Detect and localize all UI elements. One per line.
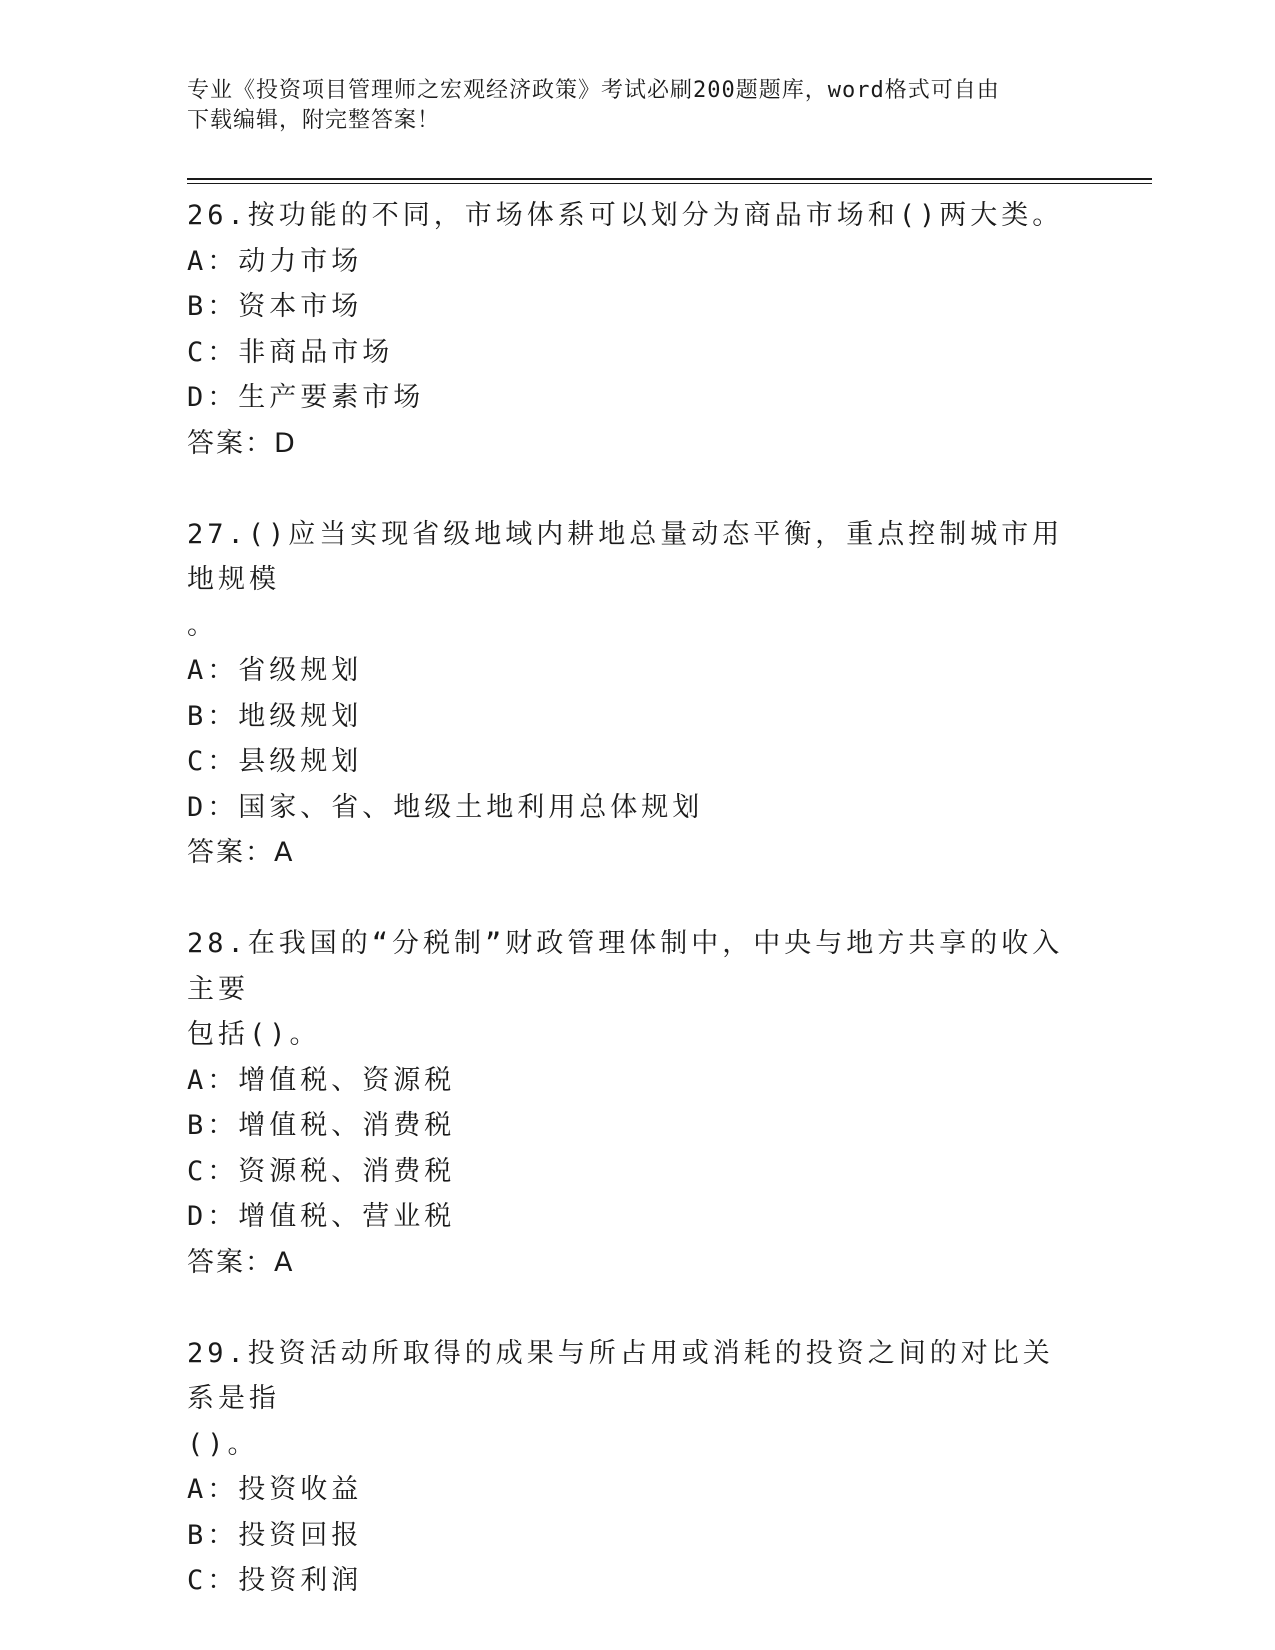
option-a: A：增值税、资源税: [187, 1064, 456, 1096]
document-header: [187, 76, 1067, 136]
option-a: A：动力市场: [187, 245, 363, 277]
header-divider-bottom: [187, 183, 1152, 184]
question-text-line-1: 27.()应当实现省级地域内耕地总量动态平衡，重点控制城市用地规模: [187, 518, 1064, 595]
answer: 答案：D: [187, 427, 297, 459]
question-text-line-1: 29.投资活动所取得的成果与所占用或消耗的投资之间的对比关系是指: [187, 1337, 1054, 1414]
option-a: A：省级规划: [187, 655, 363, 686]
option-c: C：资源税、消费税: [187, 1155, 456, 1187]
question-27: [187, 512, 1077, 876]
header-line-2: 下载编辑，附完整答案！: [187, 108, 441, 133]
option-b: B：增值税、消费税: [187, 1110, 456, 1141]
question-29: [187, 1331, 1077, 1604]
option-b: B：地级规划: [187, 700, 363, 732]
header-line-1: 专业《投资项目管理师之宏观经济政策》考试必刷200题题库，word格式可自由: [187, 78, 1000, 103]
question-26: [187, 193, 1077, 466]
option-a: A：投资收益: [187, 1474, 363, 1505]
option-c: C：非商品市场: [187, 336, 394, 368]
option-c: C：投资利润: [187, 1565, 363, 1596]
answer: 答案：A: [187, 837, 295, 868]
option-d: D：生产要素市场: [187, 382, 425, 413]
question-text-line-1: 28.在我国的“分税制”财政管理体制中，中央与地方共享的收入主要: [187, 928, 1064, 1005]
option-d: D：增值税、营业税: [187, 1201, 456, 1232]
option-b: B：投资回报: [187, 1519, 363, 1551]
question-28: [187, 921, 1077, 1285]
answer: 答案：A: [187, 1246, 295, 1278]
header-divider-top: [187, 178, 1152, 180]
question-text-line-2: ()。: [187, 1428, 259, 1460]
question-text-line-2: 。: [187, 609, 218, 641]
question-list: [187, 193, 1077, 1649]
option-b: B：资本市场: [187, 291, 363, 322]
question-text-line-2: 包括()。: [187, 1019, 321, 1050]
option-d: D：国家、省、地级土地利用总体规划: [187, 791, 704, 823]
question-text: 26.按功能的不同，市场体系可以划分为商品市场和()两大类。: [187, 200, 1064, 231]
option-c: C：县级规划: [187, 746, 363, 777]
